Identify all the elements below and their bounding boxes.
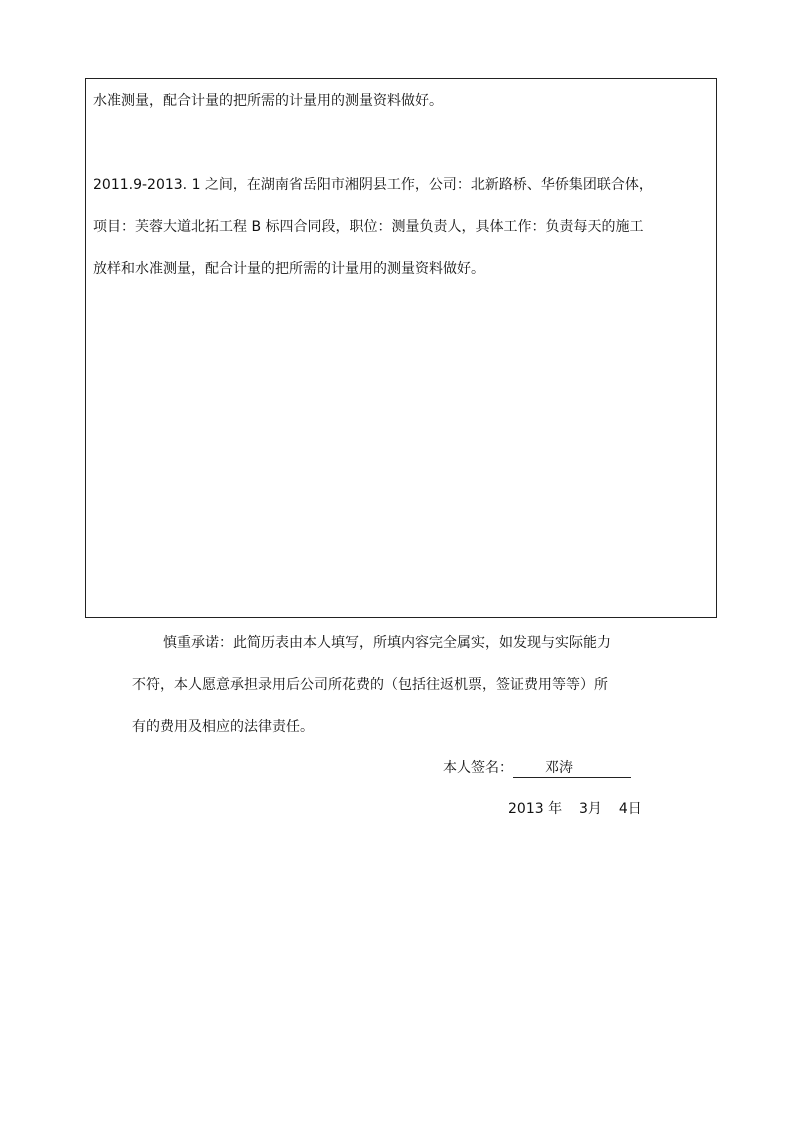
pledge-line: 有的费用及相应的法律责任。	[132, 719, 314, 735]
work-history-line: 放样和水准测量，配合计量的把所需的计量用的测量资料做好。	[93, 261, 485, 277]
date-day: 4	[618, 801, 628, 817]
work-history-line: 项目：芙蓉大道北拓工程 B 标四合同段，职位：测量负责人，具体工作：负责每天的施工	[93, 219, 644, 235]
date-year: 2013	[508, 801, 544, 817]
work-history-line: 水准测量，配合计量的把所需的计量用的测量资料做好。	[93, 93, 443, 109]
signature-date	[508, 799, 642, 819]
date-year-unit: 年	[548, 801, 563, 817]
signature-row	[443, 758, 631, 778]
signature-name: 邓涛	[513, 759, 631, 778]
date-day-unit: 日	[627, 801, 642, 817]
work-history-box	[85, 78, 717, 618]
signature-label: 本人签名：	[443, 760, 513, 776]
pledge-line: 不符，本人愿意承担录用后公司所花费的（包括往返机票，签证费用等等）所	[132, 677, 608, 693]
pledge-line: 慎重承诺：此简历表由本人填写，所填内容完全属实，如发现与实际能力	[163, 635, 611, 651]
work-history-line: 2011.9-2013. 1 之间，在湖南省岳阳市湘阴县工作，公司：北新路桥、华侨集团联合体，	[93, 177, 653, 193]
date-month: 3	[579, 801, 588, 817]
date-month-unit: 月	[587, 801, 602, 817]
